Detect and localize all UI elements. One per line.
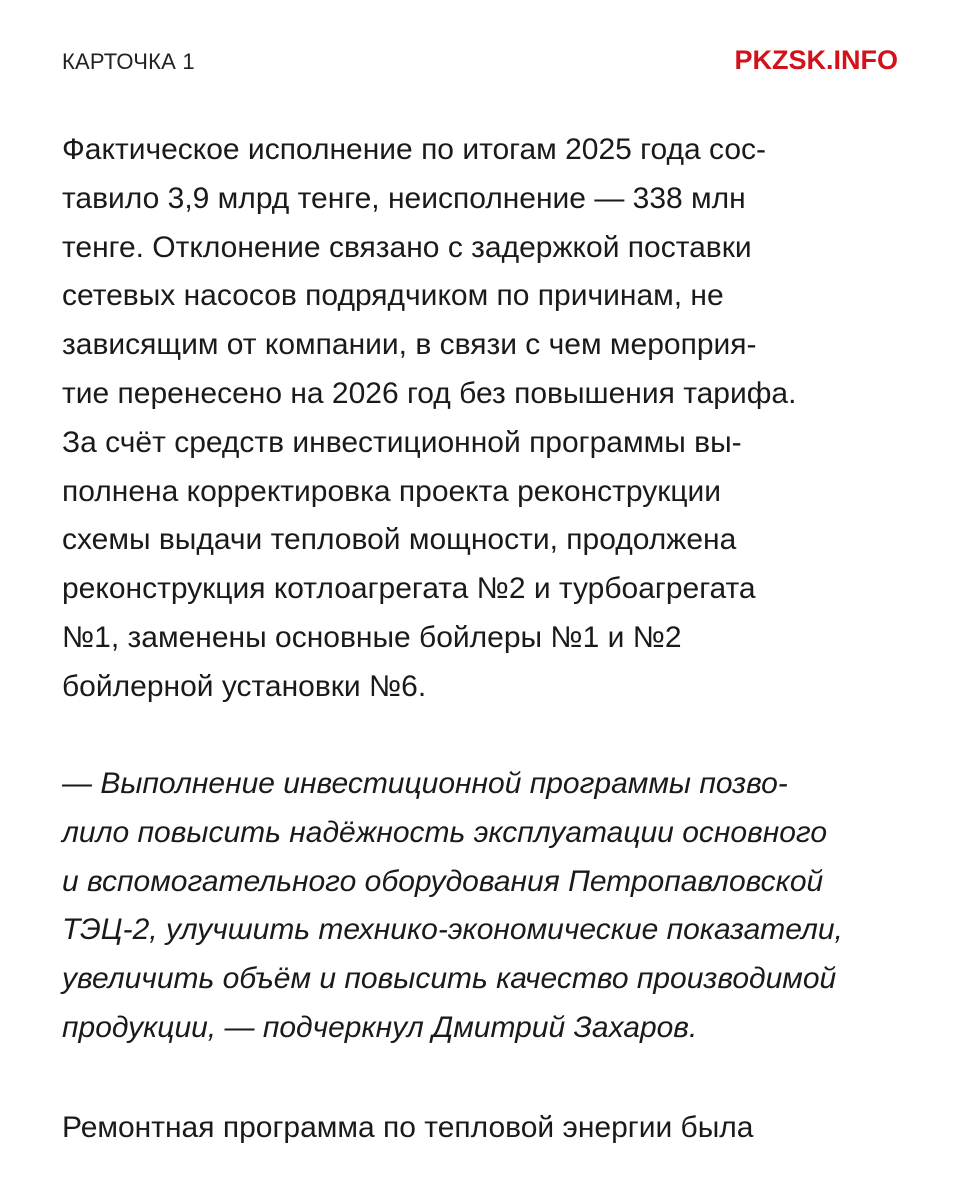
text-line: продукции, — подчеркнул Дмитрий Захаров. [62, 1010, 698, 1044]
text-line: полнена корректировка проекта реконструкции [62, 474, 722, 508]
text-line: тенге. Отклонение связано с задержкой поставки [62, 230, 752, 264]
site-logo: PKZSK.INFO [734, 45, 898, 75]
text-line: сетевых насосов подрядчиком по причинам, не [62, 279, 724, 313]
text-line: №1, заменены основные бойлеры №1 и №2 [62, 620, 682, 654]
paragraph-execution [62, 126, 796, 712]
text-line: бойлерной установки №6. [62, 669, 427, 703]
text-line: зависящим от компании, в связи с чем мероприя- [62, 328, 757, 362]
text-line: тавило 3,9 млрд тенге, неисполнение — 338 млн [62, 181, 746, 215]
text-line: ТЭЦ-2, улучшить технико-экономические показатели, [62, 913, 843, 947]
text-line: и вспомогательного оборудования Петропавловской [62, 864, 824, 898]
paragraph-repair [62, 1104, 754, 1153]
text-line: реконструкция котлоагрегата №2 и турбоагрегата [62, 572, 756, 606]
card-label: КАРТОЧКА 1 [62, 49, 195, 74]
text-line: — Выполнение инвестиционной программы позво- [62, 767, 788, 800]
text-line: увеличить объём и повысить качество производимой [62, 962, 837, 996]
text-line: схемы выдачи тепловой мощности, продолжена [62, 523, 737, 557]
text-line: лило повысить надёжность эксплуатации основного [62, 815, 828, 849]
text-line: За счёт средств инвестиционной программы вы- [62, 425, 742, 459]
paragraph-quote [62, 760, 843, 1053]
text-line: Фактическое исполнение по итогам 2025 года сос- [62, 133, 767, 166]
text-line: Ремонтная программа по тепловой энергии была [62, 1111, 754, 1144]
text-line: тие перенесено на 2026 год без повышения тарифа. [62, 376, 797, 410]
